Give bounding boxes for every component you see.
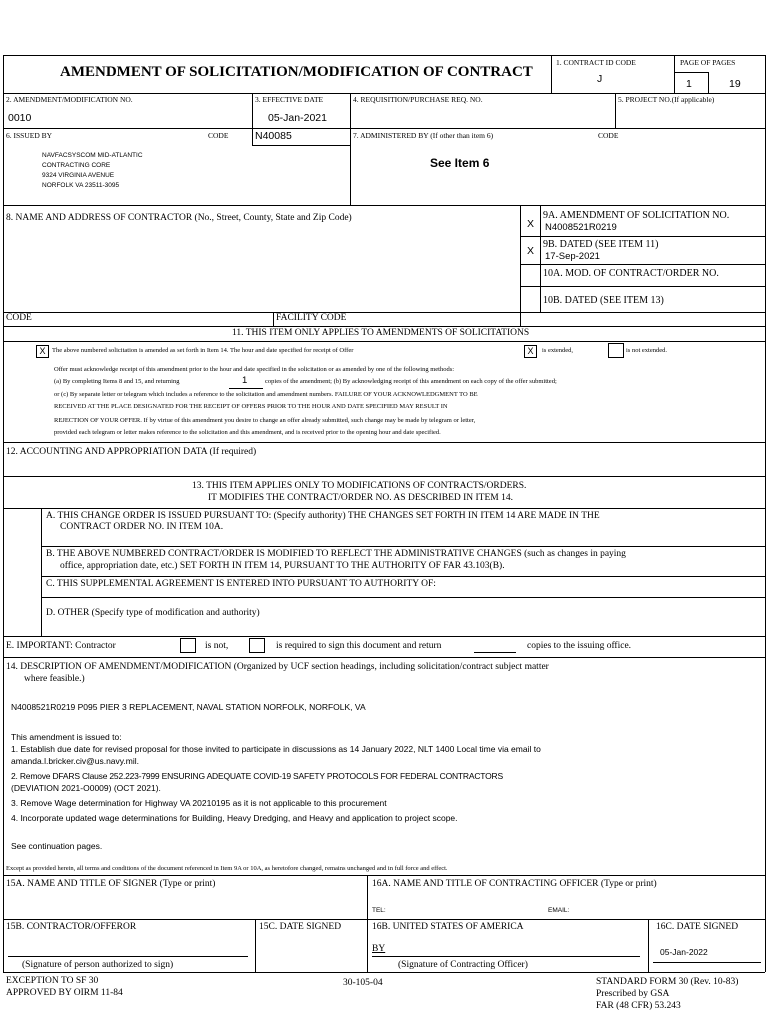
divider [708, 72, 709, 93]
divider [3, 508, 765, 509]
usa-label: 16B. UNITED STATES OF AMERICA [372, 922, 524, 932]
item11-heading: 11. THIS ITEM ONLY APPLIES TO AMENDMENTS OF SOLICITATIONS [232, 328, 530, 338]
important-label: E. IMPORTANT: Contractor [6, 641, 116, 651]
divider [615, 93, 616, 128]
frame-right [765, 55, 766, 972]
item13-heading: 13. THIS ITEM APPLIES ONLY TO MODIFICATIONS OF CONTRACTS/ORDERS. [192, 481, 527, 491]
mod-contract-label: 10A. MOD. OF CONTRACT/ORDER NO. [543, 268, 719, 279]
item13-b-line: office, appropriation date, etc.) SET FORTH IN ITEM 14, PURSUANT TO THE AUTHORITY OF FAR 43.103(B). [60, 561, 505, 571]
description-label: where feasible.) [24, 674, 85, 684]
amended-text: The above numbered solicitation is amended as set forth in Item 14. The hour and date specified for receipt of Offer [52, 347, 354, 354]
effective-date-value: 05-Jan-2021 [268, 112, 327, 124]
extended-label: is extended, [542, 347, 574, 354]
divider [674, 72, 709, 73]
item13-subheading: IT MODIFIES THE CONTRACT/ORDER NO. AS DESCRIBED IN ITEM 14. [208, 493, 513, 503]
date-signed-16c-label: 16C. DATE SIGNED [656, 922, 739, 932]
footer-far: FAR (48 CFR) 53.243 [596, 1001, 681, 1011]
divider [648, 919, 649, 972]
divider [674, 55, 675, 93]
not-extended-label: is not extended. [626, 347, 667, 354]
amendment-item: 3. Remove Wage determination for Highway VA 20210195 as it is not applicable to this procurement [11, 798, 387, 808]
item13-a-line: CONTRACT ORDER NO. IN ITEM 10A. [60, 522, 224, 532]
divider [520, 264, 765, 265]
amendment-item: 4. Incorporate updated wage determinations for Building, Heavy Dredging, and Heavy and application to project scope. [11, 813, 458, 823]
is-not-label: is not, [205, 641, 229, 651]
amendment-item: 1. Establish due date for revised proposal for those invited to participate in discussions as 14 January 2022, NLT 1400 Local time via email to [11, 744, 541, 754]
copies-to-office-label: copies to the issuing office. [527, 641, 632, 651]
email-label: EMAIL: [548, 907, 570, 914]
form-title: AMENDMENT OF SOLICITATION/MODIFICATION OF CONTRACT [60, 64, 533, 80]
divider [520, 205, 521, 326]
item11-paragraph-line: copies of the amendment; (b) By acknowledging receipt of this amendment on each copy of the offer submitted; [265, 378, 557, 385]
facility-code-label: FACILITY CODE [276, 313, 347, 323]
requisition-label: 4. REQUISITION/PURCHASE REQ. NO. [353, 95, 483, 104]
item11-paragraph-line: RECEIVED AT THE PLACE DESIGNATED FOR THE RECEIPT OF OFFERS PRIOR TO THE HOUR AND DATE SPECIFIED MAY RESULT IN [54, 403, 448, 410]
divider [3, 476, 765, 477]
is-required-label: is required to sign this document and return [276, 641, 442, 651]
footer-prescribed: Prescribed by GSA [596, 989, 670, 999]
item11-paragraph-line: (a) By completing Items 8 and 15, and returning [54, 378, 180, 385]
divider [3, 93, 765, 94]
divider [3, 972, 765, 973]
date-signed-15c-label: 15C. DATE SIGNED [259, 922, 342, 932]
footer-approved: APPROVED BY OIRM 11-84 [6, 988, 123, 998]
contractor-offeror-label: 15B. CONTRACTOR/OFFEROR [6, 922, 137, 932]
divider [3, 657, 765, 658]
officer-signature-line[interactable] [372, 956, 640, 957]
item11-paragraph-line: or (c) By separate letter or telegram which includes a reference to the solicitation and amendment numbers. FAILURE OF YOUR ACKNOWLEDGMENT TO BE [54, 391, 478, 398]
item13-a-line: A. THIS CHANGE ORDER IS ISSUED PURSUANT TO: (Specify authority) THE CHANGES SET FORTH IN ITEM 14 ARE MADE IN THE [46, 511, 600, 521]
item11-paragraph-line: provided each telegram or letter makes reference to the solicitation and this amendment, and is received prior to the opening hour and date specified. [54, 429, 441, 436]
divider [367, 875, 368, 972]
divider [3, 442, 765, 443]
footer-form-number: 30-105-04 [343, 978, 383, 988]
contractor-code-label: CODE [6, 313, 32, 323]
divider [3, 875, 765, 876]
amendment-item: (DEVIATION 2021-O0009) (OCT 2021). [11, 783, 161, 793]
page-count: 19 [729, 78, 741, 90]
divider [41, 576, 765, 577]
divider [255, 919, 256, 972]
contractor-signature-line[interactable] [8, 956, 248, 957]
issuer-address-line: NORFOLK VA 23511-3095 [42, 182, 120, 189]
item11-paragraph-line: REJECTION OF YOUR OFFER. If by virtue of this amendment you desire to change an offer already submitted, such change may be made by telegram or letter, [54, 417, 476, 424]
divider [3, 636, 765, 637]
project-no-label: 5. PROJECT NO.(If applicable) [618, 95, 715, 104]
divider [3, 919, 765, 920]
issued-code-label: CODE [208, 131, 229, 140]
item11-paragraph-line: Offer must acknowledge receipt of this amendment prior to the hour and date specified in the solicitation or as amended by one of the following methods: [54, 366, 455, 373]
divider [252, 145, 350, 146]
divider [3, 128, 765, 129]
issued-by-label: 6. ISSUED BY [6, 131, 53, 140]
checkbox-extended[interactable]: X [524, 345, 537, 358]
effective-date-label: 3. EFFECTIVE DATE [255, 95, 324, 104]
divider [3, 312, 765, 313]
checkbox-is-required[interactable] [249, 638, 265, 653]
project-line: N4008521R0219 P095 PIER 3 REPLACEMENT, NAVAL STATION NORFOLK, NORFOLK, VA [11, 702, 366, 712]
divider [273, 312, 274, 326]
issued-to-heading: This amendment is issued to: [11, 732, 122, 742]
contracting-officer-label: 16A. NAME AND TITLE OF CONTRACTING OFFICER (Type or print) [372, 879, 657, 889]
checkbox-not-extended[interactable] [608, 343, 624, 358]
copies-returned-line [229, 388, 263, 389]
solicitation-no-value: N4008521R0219 [545, 222, 617, 233]
continuation-note: See continuation pages. [11, 841, 103, 851]
date-16c-line [653, 962, 761, 963]
footer-exception: EXCEPTION TO SF 30 [6, 976, 99, 986]
administered-code-label: CODE [598, 131, 619, 140]
divider [520, 286, 765, 287]
contract-id-value: J [597, 73, 603, 85]
checkbox-amended[interactable]: X [36, 345, 49, 358]
issuer-address-line: NAVFACSYSCOM MID-ATLANTIC [42, 152, 143, 159]
divider [350, 93, 351, 205]
administered-by-label: 7. ADMINISTERED BY (If other than item 6) [353, 131, 494, 140]
except-clause: Except as provided herein, all terms and conditions of the document referenced in Item 9A or 10A, as heretofore changed, remains unchanged and in full force and effect. [6, 865, 448, 872]
dated-10b-label: 10B. DATED (SEE ITEM 13) [543, 295, 664, 306]
amendment-no-label: 2. AMENDMENT/MODIFICATION NO. [6, 95, 133, 104]
page-label: PAGE OF PAGES [680, 58, 736, 67]
by-label: BY [372, 944, 386, 954]
divider [41, 508, 42, 636]
description-label: 14. DESCRIPTION OF AMENDMENT/MODIFICATION (Organized by UCF section headings, including solicitation/contract subject matter [6, 662, 549, 672]
checkbox-9b[interactable]: X [527, 245, 535, 257]
issuer-address-line: 9324 VIRGINIA AVENUE [42, 172, 115, 179]
contractor-signature-caption: (Signature of person authorized to sign) [22, 960, 174, 970]
divider [520, 236, 765, 237]
solicitation-no-label: 9A. AMENDMENT OF SOLICITATION NO. [543, 210, 730, 221]
contract-id-label: 1. CONTRACT ID CODE [556, 58, 636, 67]
divider [41, 546, 765, 547]
item13-c-line: C. THIS SUPPLEMENTAL AGREEMENT IS ENTERED INTO PURSUANT TO AUTHORITY OF: [46, 579, 436, 589]
tel-label: TEL: [372, 907, 386, 914]
copies-count-line [474, 652, 516, 653]
copies-returned-value: 1 [242, 375, 248, 386]
divider [252, 128, 253, 145]
divider [3, 326, 765, 327]
signer-name-label: 15A. NAME AND TITLE OF SIGNER (Type or print) [6, 879, 216, 889]
dated-9b-value: 17-Sep-2021 [545, 251, 600, 262]
divider [3, 205, 765, 206]
divider [540, 205, 541, 312]
frame-top [3, 55, 765, 56]
item13-d-line: D. OTHER (Specify type of modification and authority) [46, 608, 260, 618]
item13-b-line: B. THE ABOVE NUMBERED CONTRACT/ORDER IS MODIFIED TO REFLECT THE ADMINISTRATIVE CHANGES (such as changes in paying [46, 549, 626, 559]
divider [252, 93, 253, 128]
frame-left [3, 55, 4, 972]
amendment-item: amanda.l.bricker.civ@us.navy.mil. [11, 756, 139, 766]
contractor-name-label: 8. NAME AND ADDRESS OF CONTRACTOR (No., Street, County, State and Zip Code) [6, 213, 352, 223]
page-number: 1 [686, 78, 692, 90]
divider [3, 341, 765, 342]
divider [551, 55, 552, 93]
amendment-no-value: 0010 [8, 112, 32, 124]
date-signed-16c-value: 05-Jan-2022 [660, 947, 708, 957]
accounting-label: 12. ACCOUNTING AND APPROPRIATION DATA (If required) [6, 447, 257, 457]
issuer-address-line: CONTRACTING CORE [42, 162, 111, 169]
checkbox-9a[interactable]: X [527, 218, 535, 230]
divider [41, 597, 765, 598]
see-item-6: See Item 6 [430, 156, 490, 170]
footer-standard-form: STANDARD FORM 30 (Rev. 10-83) [596, 977, 739, 987]
amendment-item: 2. Remove DFARS Clause 252.223-7999 ENSURING ADEQUATE COVID-19 SAFETY PROTOCOLS FOR FEDERAL CONTRACTORS [11, 771, 503, 781]
issued-code-value: N40085 [255, 130, 292, 142]
dated-9b-label: 9B. DATED (SEE ITEM 11) [543, 239, 659, 250]
checkbox-is-not[interactable] [180, 638, 196, 653]
officer-signature-caption: (Signature of Contracting Officer) [398, 960, 528, 970]
